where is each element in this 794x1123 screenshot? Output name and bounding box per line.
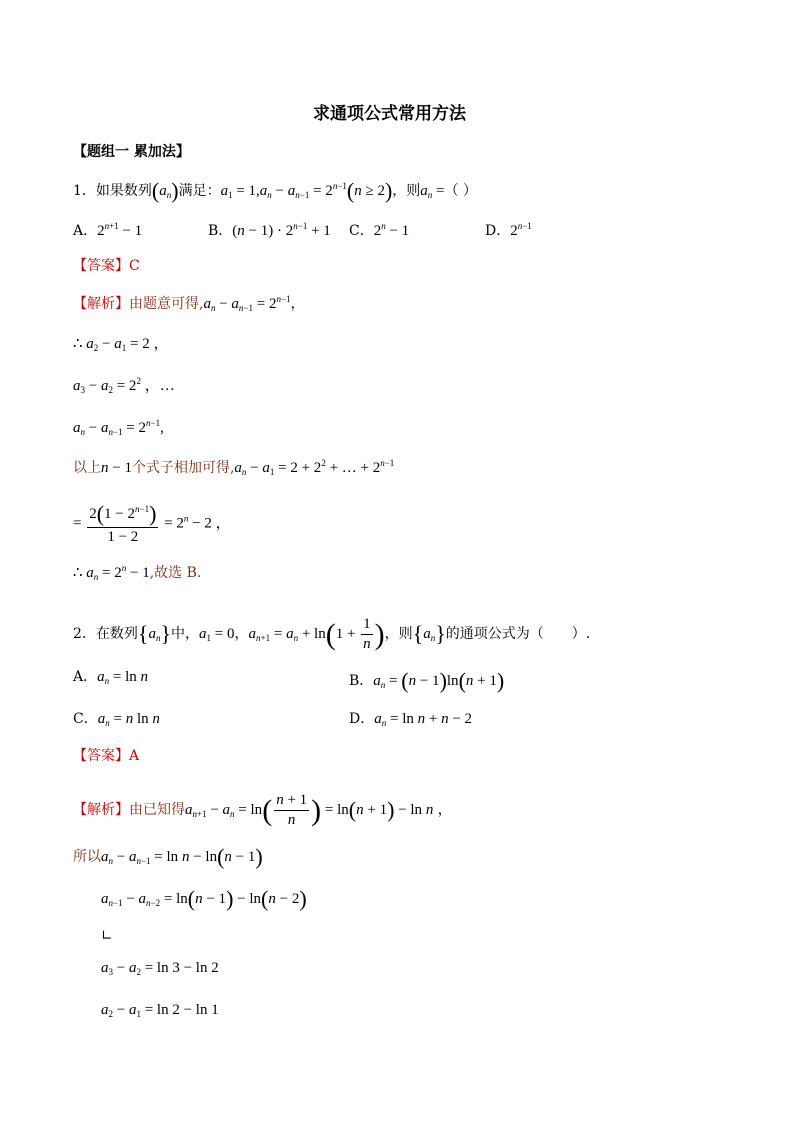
section-heading: 【题组一 累加法】 [73, 144, 190, 160]
question-2: 2．在数列$\{a_n\}$中，$a_1 = 0$，$a_{n+1} = a_n + \ln(1$ + $\frac{1}{n}$ )，则$\{a_n\}$的通项公式为（ ）. [73, 616, 591, 652]
analysis-2-line-2: 所以$a_n - a_{n-1} = \ln n - \ln(n - 1)$ [73, 844, 263, 869]
q1-end: （ ） [444, 183, 477, 199]
question-1: 1．如果数列$(a_n)$满足：$a_1 = 1,a_n - a_{n-1} = 2^{n-1}(n \ge 2)$，则$a_n$ =（ ） [73, 178, 477, 203]
analysis-2-line-1: 【解析】由已知得$a_{n+1} - a_n = \ln$( $\frac{n + 1}{n}$ ) = ln(n + 1) − ln n ， [73, 792, 452, 828]
analysis-1-line-4: $a_n - a_{n-1} = 2^{n-1}$, [73, 418, 164, 437]
analysis-2-line-4: $a_3 - a_2 = \ln 3 - \ln 2$ [101, 960, 219, 977]
analysis-1-fraction-line: = $\frac{2(1 - 2^{n-1})}{1 - 2}$ = $2^n - 2$ ， [73, 501, 231, 545]
analysis-1-line-2: ∴ $a_2 - a_1 = 2$ ， [73, 336, 169, 353]
analysis-1-line-3: $a_3 - a_2 = 2^2$ ，… [73, 376, 175, 395]
analysis-2-dots: ∟ [101, 928, 113, 944]
q2-option-c: C．$a_n = n$ ln n [73, 711, 160, 728]
q2-option-d: D．$a_n = \ln n + n - 2$ [349, 711, 473, 728]
analysis-2-line-5: $a_2 - a_1 = \ln 2 - \ln 1$ [101, 1002, 219, 1019]
answer-1: 【答案】C [73, 258, 140, 274]
q1-mid1: 满足： [178, 183, 221, 199]
q2-option-b: B．$a_n = (n - 1)\ln(n + 1)$ [349, 668, 505, 693]
analysis-1-line-5: 以上n − 1个式子相加可得$,a_n - a_1 = 2 + 2^2$ + … + $2^{n-1}$ [73, 458, 395, 477]
q1-lead: 1．如果数列 [73, 183, 152, 199]
analysis-2-line-3: $a_{n-1} - a_{n-2} = \ln(n - 1) - \ln(n - 2)$ [101, 886, 307, 911]
q1-condition: $a_1 = 1,a_n - a_{n-1} = 2^{n-1}(n \ge 2)$ [220, 178, 393, 203]
q1-option-b: B．$(n - 1) \cdot 2^{n-1} + 1$ [208, 221, 331, 239]
q1-option-d: D．$2^{n-1}$ [485, 221, 532, 239]
q2-option-a: A．$a_n = \ln n$ [73, 669, 149, 686]
fraction: $\frac{2(1 - 2^{n-1})}{1 - 2}$ [89, 501, 157, 545]
page-title: 求通项公式常用方法 [313, 104, 466, 124]
q1-mid2: ，则 [392, 183, 421, 199]
q1-option-a: A．$2^{n+1} - 1$ [73, 221, 143, 239]
answer-2: 【答案】A [73, 748, 140, 764]
analysis-1-final: ∴ $a_n = 2^n - 1$,故选 B. [73, 563, 202, 582]
analysis-1-line-1: 【解析】由题意可得$,a_n - a_{n-1} = 2^{n-1}$， [73, 294, 305, 313]
q1-option-c: C．$2^n - 1$ [349, 221, 410, 239]
